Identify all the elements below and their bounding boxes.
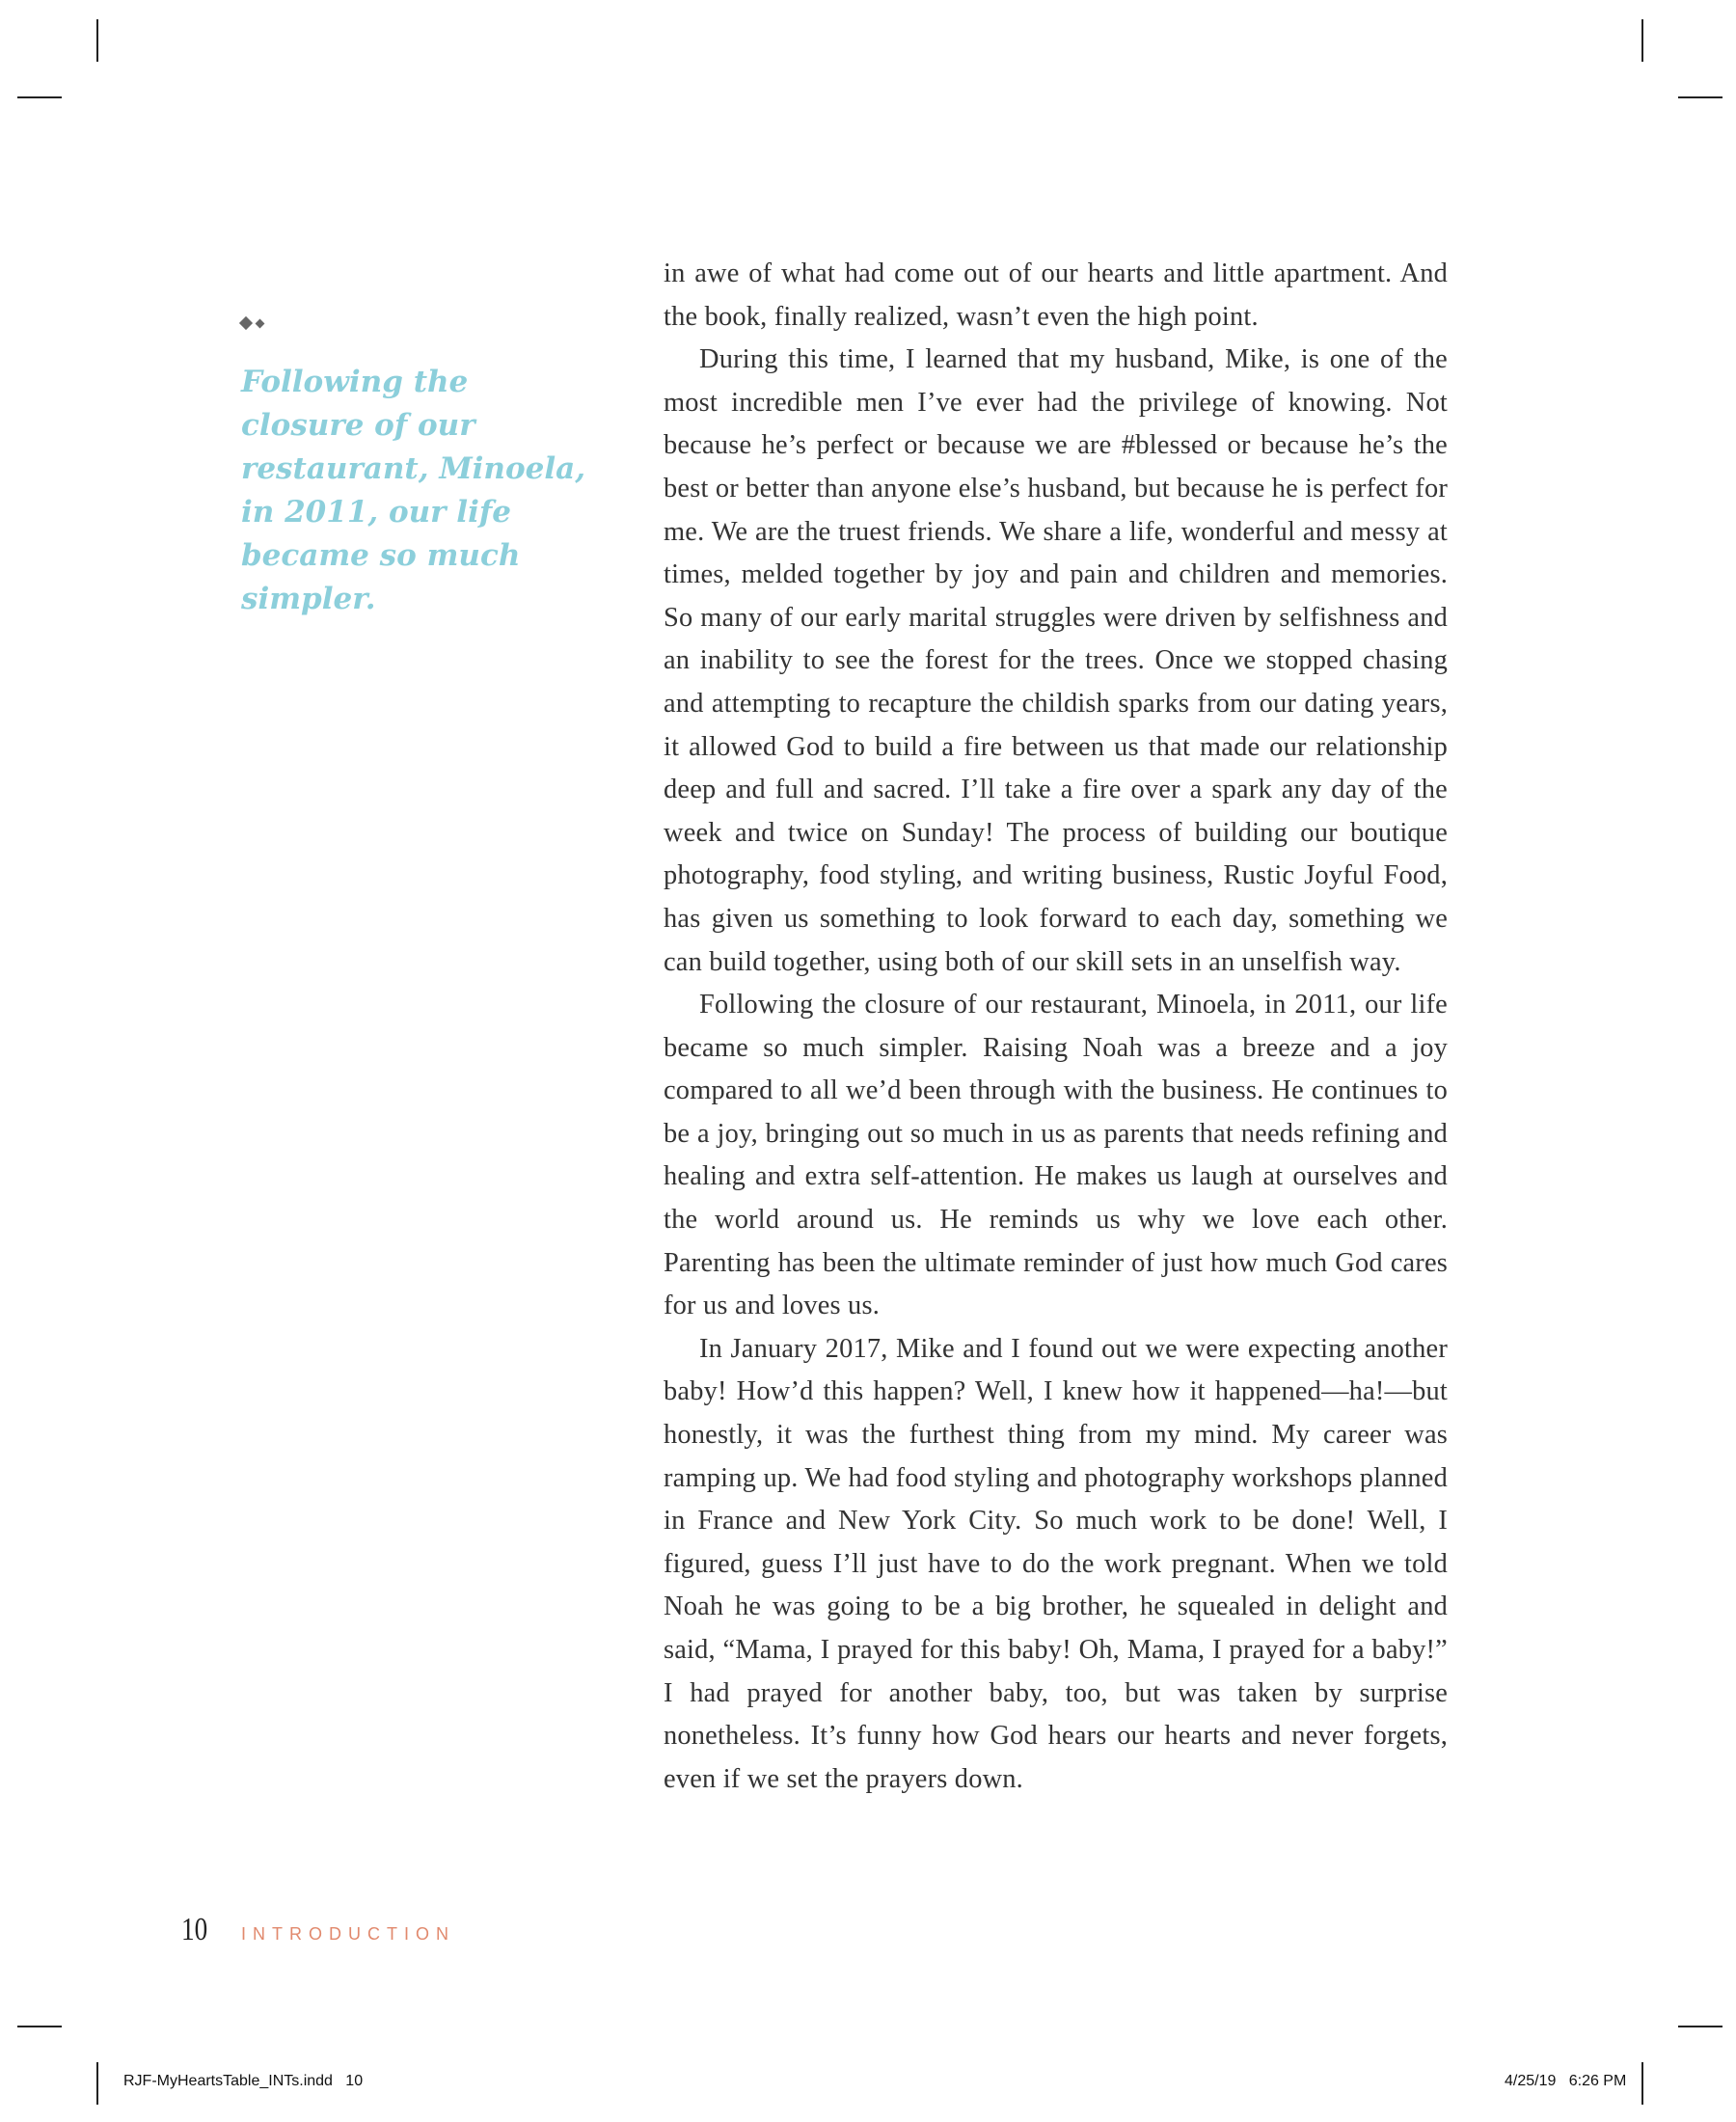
crop-mark-top-right-horizontal bbox=[1678, 96, 1722, 98]
crop-mark-bottom-left bbox=[96, 2062, 98, 2105]
crop-mark-top-left-horizontal bbox=[17, 96, 62, 98]
crop-mark-top-left bbox=[96, 19, 98, 62]
paragraph-4: In January 2017, Mike and I found out we were expecting another baby! How’d this happen? Well, I knew how it happened—ha!—but honestly, it was the furthest thing from my mind. My career was ramping up. We had food styling and photography workshops planned in France and New York City. So much work to be done! Well, I figured, guess I’ll just have to do the work pregnant. When we told Noah he was going to be a big brother, he squealed in delight and said, “Mama, I prayed for this baby! Oh, Mama, I prayed for a baby!” I had prayed for another baby, too, but was taken by surprise nonetheless. It’s funny how God hears our hearts and never forgets, even if we set the prayers down. bbox=[664, 1333, 1448, 1794]
page-number: 10 bbox=[181, 1912, 208, 1947]
crop-mark-bottom-left-horizontal bbox=[17, 2026, 62, 2027]
slug-filename: RJF-MyHeartsTable_INTs.indd 10 bbox=[123, 2073, 364, 2089]
diamond-small-icon bbox=[256, 318, 265, 328]
diamond-large-icon bbox=[239, 316, 253, 330]
paragraph-3: Following the closure of our restaurant, Minoela, in 2011, our life became so much simpler. Raising Noah was a breeze and a joy compared to all we’d been through with the business. He continues to be a joy, bringing out so much in us as parents that needs refining and healing and extra self-attention. He makes us laugh at ourselves and the world around us. He reminds us why we love each other. Parenting has been the ultimate reminder of just how much God cares for us and loves us. bbox=[664, 990, 1448, 1321]
pull-quote-text: Following the closure of our restaurant, Minoela, in 2011, our life became so much simpler. bbox=[241, 365, 585, 616]
paragraph-2: During this time, I learned that my husband, Mike, is one of the most incredible men I’ve ever had the privilege of knowing. Not because he’s perfect or because we are #blessed or because he’s the best or better than anyone else’s husband, but because he is perfect for me. We are the truest friends. We share a life, wonderful and messy at times, melded together by joy and pain and children and memories. So many of our early marital struggles were driven by selfishness and an inability to see the forest for the trees. Once we stopped chasing and attempting to recapture the childish sparks from our dating years, it allowed God to build a fire between us that made our relationship deep and full and sacred. I’ll take a fire over a spark any day of the week and twice on Sunday! The process of building our boutique photography, food styling, and writing business, Rustic Joyful Food, has given us something to look forward to each day, something we can build together, using both of our skill sets in an unselfish way. bbox=[664, 344, 1448, 977]
diamond-ornament-icon bbox=[241, 318, 598, 328]
crop-mark-bottom-right bbox=[1641, 2062, 1643, 2105]
body-text bbox=[664, 253, 1448, 1801]
crop-mark-top-right bbox=[1641, 19, 1643, 62]
slug-timestamp: 4/25/19 6:26 PM bbox=[1505, 2073, 1627, 2089]
crop-mark-bottom-right-horizontal bbox=[1678, 2026, 1722, 2027]
paragraph-1: in awe of what had come out of our hearts and little apartment. And the book, finally realized, wasn’t even the high point. bbox=[664, 258, 1448, 332]
section-label: INTRODUCTION bbox=[241, 1924, 455, 1944]
pull-quote bbox=[241, 318, 598, 621]
page-footer bbox=[181, 1912, 455, 1948]
